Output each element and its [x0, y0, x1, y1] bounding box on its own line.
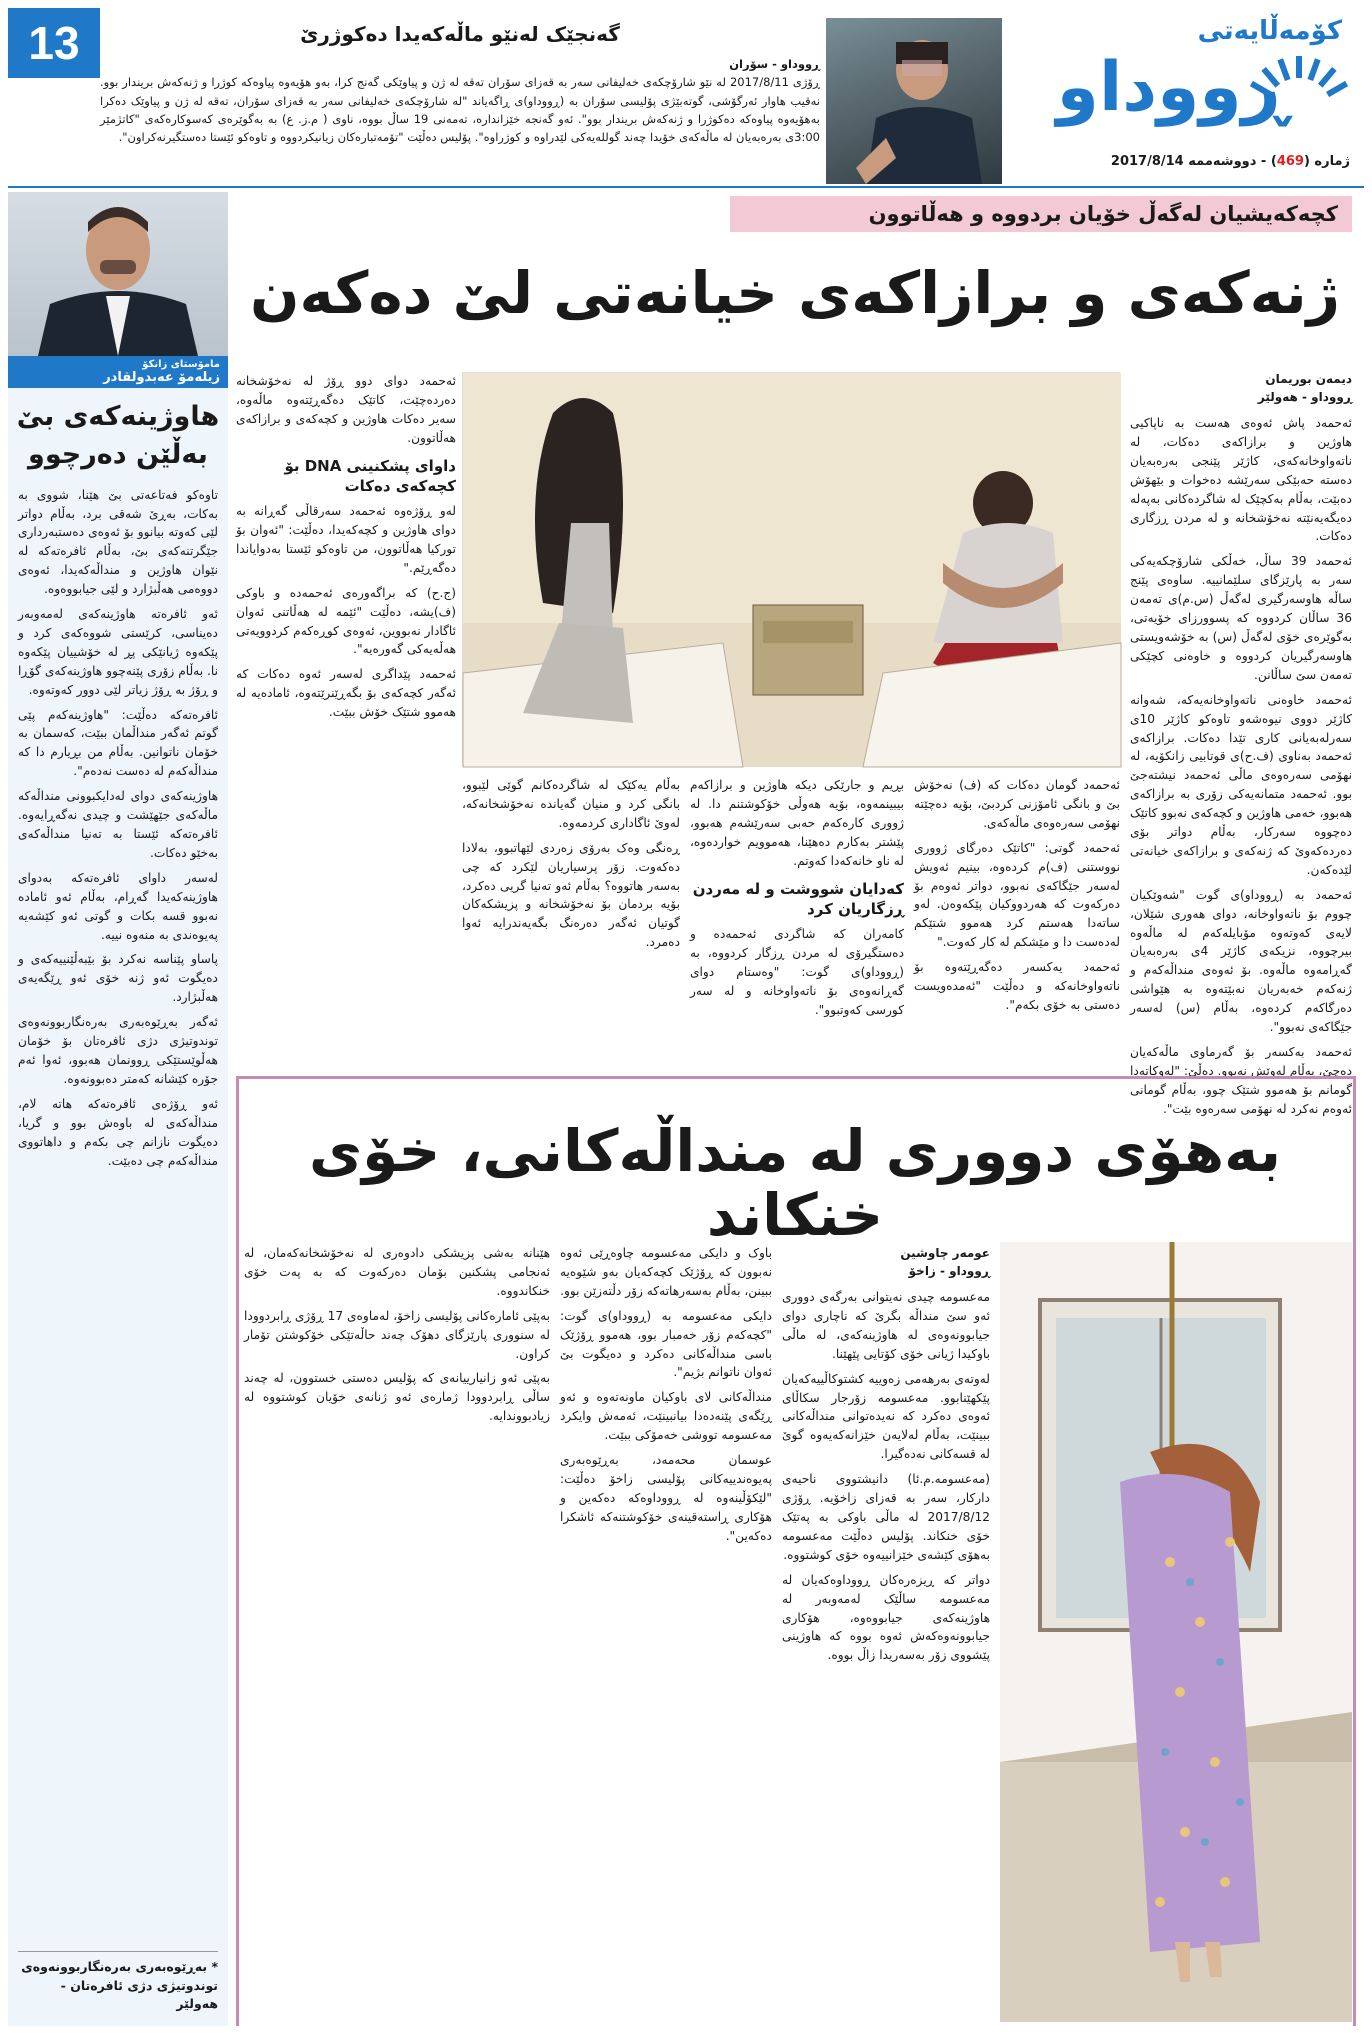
column-paragraph: پاساو پێناسە نەکرد بۆ بێبەڵێنییەکەی و دەیگوت ئەو ژنە خۆی ئەو ڕێگەیەی هەڵبژارد. [18, 952, 218, 1005]
story2-paragraph: دایکی مەعسومە بە (ڕووداو)ی گوت: "کچەکەم زۆر خەمبار بوو، هەموو ڕۆژێک باسی منداڵەکانی دەکرد و دەیگوت بێ ئەوان ناتوانم بژیم". [560, 1308, 772, 1380]
teaser-byline: ڕووداو - سۆران [729, 57, 820, 71]
story2-paragraph: هێنانە بەشی پزیشکی دادوەری لە نەخۆشخانەکەمان، لە ئەنجامی پشکنین بۆمان دەرکەوت کە بە پەت خۆی خنکاندووە. [244, 1246, 550, 1298]
story2-paragraph: منداڵەکانی لای باوکیان ماونەتەوە و ئەو ڕێگەی پێنەدەدا بیانبینێت، ئەمەش وایکرد مەعسومە تووشی خەمۆکی ببێت. [560, 1390, 772, 1443]
story2-paragraph: (مەعسومە.م.ئا) دانیشتووی ناحیەی دارکار، سەر بە قەزای زاخۆیە. ڕۆژی 2017/8/12 لە ماڵی باوکی بە پەتێک خۆی خنکاند. پۆلیس دەڵێت مەعسومە بەهۆی کێشەی خێزانییەوە خۆی کوشتووە. [782, 1472, 990, 1562]
column-paragraph: تاوەکو فەتاعەتی بێ هێنا، شووی بە بەکات، بەڕێ شەقی برد، بەڵام دواتر لێی کەوتە بیانوو بۆ ئەوەی دەستبەرداری جێگرتنەکەی بێ، بەڵام ئافرەتەکە لە نێوان هاوژین و منداڵەکەیدا، ئەوەی دووەمی هەڵبژارد و لێی جیابووەوە. [18, 487, 218, 597]
teaser [100, 22, 820, 182]
story1-kicker-bar [730, 196, 1352, 232]
story1-byline-name: دیمەن بوریمان [1265, 372, 1352, 386]
story1-paragraph: (ج.ح) کە براگەورەی ئەحمەدە و باوکی (ف)یشە، دەڵێت "ئێمە لە هەڵاتنی ئەوان ئاگادار نەبووین، ئەوەی کوڕەکەم کردوویەتی هەڵەیەکی گەورەیە". [236, 585, 456, 657]
teaser-photo [826, 18, 1002, 184]
issue-number: 469 [1276, 154, 1304, 169]
story1-kicker: کچەکەیشیان لەگەڵ خۆیان بردووە و هەڵاتوون [868, 202, 1338, 226]
teaser-body: ڕۆژی 2017/8/11 لە نێو شارۆچکەی خەلیفانی سەر بە قەزای سۆران تەقە لە ژن و پیاوێکی گەنج کرا، بەو هۆیەوە پیاوەکە کوژرا و ژنەکەش بریندار بوو. نەقیب هاوار ئەرگۆشی، گوتەبێژی پۆلیسی سۆران بە (ڕووداو)ی ڕاگەیاند "لە شارۆچکەی خەلیفانی سەر بە قەزای سۆران، تەقە لە ژن و پیاوێک دەکرا بەهۆیەوە پیاوەکە دەکوژرا و ژنەکەش بریندار بوو". ئەو گەنجە خێزاندارە، تەمەنی 19 ساڵ بووە، ناوی ( م.ز. ع) بە بەگوێرەی کەسوکارەکەی "کاتژمێر 3:00ی بەرەبەیان لە ماڵەکەی خۆیدا چەند گوللەیەکی لێدراوە و کوژراوە". پۆلیس دەڵێت "تۆمەتبارەکان زیانیکردووە و تاوەکو ئێستا دەستگیرنەکراون". [100, 75, 820, 145]
story2-paragraph: بەپێی ئامارەکانی پۆلیسی زاخۆ، لەماوەی 17 ڕۆژی ڕابردوودا لە سنووری پارێزگای دهۆک چەند حاڵەتێکی خۆکوشتن تۆمار کراون. [244, 1308, 550, 1361]
story1-paragraph: کامەران کە شاگردی ئەحمەدە و دەستگیرۆی لە مردن ڕزگار کردووە، بە (ڕووداو)ی گوت: "وەستام دوای گەڕانەوەی بۆ ناتەواوخانە و لە سەر کورسی کەوتبوو". [690, 927, 904, 1017]
story2-paragraph: لەوتەی بەرهەمی زەوییە کشتوکاڵییەکەیان پێکهێنابوو. مەعسومە زۆرجار سکاڵای ئەوەی دەکرد کە نەیدەتوانی منداڵەکانی ببینێت، بەڵام لەلایەن خێزانەکەیەوە گوێ لە قسەکانی نەدەگیرا. [782, 1371, 990, 1462]
column-paragraph: ئەگەر بەڕێوەبەری بەرەنگاربوونەوەی توندوتیژی دژی ئافرەتان بۆ خۆمان هەڵوێستێکی ڕوونمان هەبوو، ئەوا ئەم جۆرە کێشانە کەمتر دەبوونەوە. [18, 1015, 218, 1086]
column-paragraph: هاوژینەکەی دوای لەدایکبوونی منداڵەکە ماڵەکەی جێهێشت و چیدی نەگەڕایەوە. ئافرەتەکە ئێستا بە تەنیا منداڵەکەی بەخێو دەکات. [18, 789, 218, 860]
brand-wordmark: ڕووداو [1056, 48, 1288, 127]
issue-line: ژمارە (469) - دووشەممە 2017/8/14 [1110, 154, 1350, 169]
story2-byline-name: عومەر چاوشین [900, 1246, 990, 1260]
story2-col-1 [782, 1244, 990, 2020]
story1-paragraph: ئەحمەد یەکسەر دەگەڕێتەوە بۆ ناتەواوخانەکە و دەڵێت "ئەمدەویست دەستی بە خۆی بکەم". [914, 960, 1120, 1012]
story2-paragraph: عوسمان محەمەد، بەڕێوەبەری پەیوەندییەکانی پۆلیسی زاخۆ دەڵێت: "لێکۆڵینەوە لە ڕووداوەکە دەکەین و هۆکاری ڕاستەقینەی خۆکوشتنەکە ئاشکرا دەکەین". [560, 1453, 772, 1543]
brand-section-label: کۆمەڵایەتی [1197, 16, 1342, 46]
page-number-box [8, 8, 100, 78]
column-paragraph: ئەو ئافرەتە هاوژینەکەی لەمەوبەر دەیناسی، کرێستی شووەکەی کرد و پێکەوە ژیانێکی پڕ لە خۆشییان پێکەوە نا. بەڵام زۆری پێنەچوو هاوژینەکەی گۆڕا و ڕۆژ بە ڕۆژ زیاتر لێی دوور کەوتەوە. [18, 607, 218, 697]
story1-paragraph: ئەحمەد 39 ساڵ، خەڵکی شارۆچکەیەکی سەر بە پارێزگای سلێمانییە. ساوەی پێنج ساڵە هاوسەرگیری لەگەڵ (س.م)ی تەمەن 36 ساڵان کردووە کە پسوورزای خۆیەتی، بەگوێرەی خۆی لەگەڵ (س) بە خۆشەویستی هاوسەرگیریان کردووە و خاوەنی کچێکی تەمەن سێ ساڵانن. [1130, 554, 1352, 682]
column-paragraph: لەسەر داوای ئافرەتەکە بەدوای هاوژینەکەیدا گەڕام، بەڵام ئەو ئامادە نەبوو قسە بکات و گوتی ئەو کێشەیە پەیوەندی بە منەوە نییە. [18, 870, 218, 942]
column-footer: * بەڕێوەبەری بەرەنگاربوونەوەی توندوتیژی دژی ئافرەتان - هەولێر [18, 1951, 218, 2014]
story1-col-left [236, 372, 456, 1032]
column-body [8, 482, 228, 1171]
story1-headline: ژنەکەی و برازاکەی خیانەتی لێ دەکەن [249, 259, 1341, 327]
story2-paragraph: مەعسومە چیدی نەیتوانی بەرگەی دووری ئەو سێ منداڵە بگرێ کە ناچاری دوای جیابوونەوەی لە هاوژینەکەی، لە ماڵی باوکیدا ژیانی خۆی کۆتایی پێهێنا. [782, 1290, 990, 1361]
brand-logo [1010, 14, 1360, 182]
column-title: هاوژینەکەی بێ بەڵێن دەرچوو [16, 401, 220, 470]
story1-paragraph: ئەحمەد خاوەنی ناتەواوخانەیەکە، شەوانە کاژێر دووی نیوەشەو تاوەکو کاژێر 10ی سەرلەبەیانی کاری تێدا دەکات. برازاکەی ئەحمەد بەناوی (ف.ح)ی قوتابیی زانکۆیە، لە نهۆمی سەرەوەی ماڵی ئەحمەد نیشتەجێ بوو. ئەحمەد متمانەیەکی زۆری بە برازاکەی هەبوو، خەمی هاوژین و کچەکەی نەبوو کاتێک دەچووە سەرکار، بەڵام دواتر بۆی دەردەکەوێ کە ژنەکەی و برازاکەی خیانەتی لێدەکەن. [1129, 692, 1352, 877]
story1-subhead-rescue: کەدایان شووشت و لە مەردن ڕزگاریان کرد [692, 879, 904, 918]
story1-col-mid3 [462, 776, 680, 1032]
story1-byline-place: ڕووداو - هەولێر [1257, 390, 1352, 404]
page-number: 13 [28, 17, 80, 69]
story1-paragraph: بەڵام یەکێک لە شاگردەکانم گوێی لێبوو، بانگی کرد و منیان گەیاندە نەخۆشخانەکە، لەوێ ئاگاداری کردمەوە. [462, 778, 680, 830]
story1-paragraph: ئەحمەد بە (ڕووداو)ی گوت "شەوێکیان چووم بۆ ناتەواوخانە، دوای هەوری شێلان، لایەی کەوتەوە مۆبایلەکەم لە ماڵەوە بیرچووە، نزیکەی کاژێر 4ی بەرەبەیان گەڕامەوە ماڵەوە. بۆ ئەوەی منداڵەکەم و ژنەکەم خەبەریان نەبێتەوە بە هێواشی دەرگاکەم کردەوە، بەڵام (س) لەسەر جێگاکەی نەبوو". [1130, 887, 1353, 1035]
columnist-role: مامۆستای زانکۆ [142, 359, 220, 370]
column-paragraph: ئەو ڕۆژەی ئافرەتەکە هاتە لام، منداڵەکەی لە باوەش بوو و گریا، دەیگوت نازانم چی بکەم و داهاتووی منداڵەکەم چی دەبێت. [18, 1096, 218, 1168]
column-paragraph: ئافرەتەکە دەڵێت: "هاوژینەکەم پێی گوتم ئەگەر منداڵمان ببێت، کەسمان بە خۆمان ناتوانین. بەڵام من بڕیارم دا کە منداڵەکەم لە دەست نەدەم". [18, 707, 218, 779]
story2-byline-place: ڕووداو - زاخۆ [908, 1264, 990, 1278]
columnist-photo [8, 192, 228, 356]
story1-col-right [1129, 370, 1353, 1116]
story1-col-mid2 [690, 776, 904, 1032]
story2-illustration [1000, 1242, 1352, 2022]
story2-paragraph: باوک و دایکی مەعسومە چاوەڕێی ئەوە نەبوون کە ڕۆژێک کچەکەیان بەو شێوەیە ببینن، بەڵام بەسەرهاتەکە زۆر دڵتەزێن بوو. [560, 1246, 772, 1298]
story1-paragraph: ئەحمەد گوتی: "کاتێک دەرگای ژووری نووستنی (ف)م کردەوە، بینیم ئەویش لەسەر جێگاکەی نەبوو، دواتر ئەوەم بۆ دەرکەوت کە هەردووکیان پێکەوەن. لەو ساتەدا هەستم کرد هەموو شتێکم لەدەست دا و مێشکم لە کار کەوت." [914, 840, 1120, 950]
story2-headline: بەهۆی دووری لە منداڵەکانی، خۆی خنکاند [308, 1117, 1282, 1249]
story1-paragraph: ڕەنگی وەک بەرۆی زەردی لێهاتبوو، بەلادا دەکەوت. زۆر پرسیاریان لێکرد کە چی بەسەر هاتووە؟ بەڵام ئەو تەنیا گریی دەکرد، بۆیە بردمان بۆ نەخۆشخانە و پزیشکەکان گوتیان ئەگەر دەرەنگ بگەیەندرایە ئەوا دەمرد. [462, 840, 680, 950]
story1-paragraph: ئەحمەد دوای دوو ڕۆژ لە نەخۆشخانە دەردەچێت، کاتێک دەگەڕێتەوە ماڵەوە، سەیر دەکات هاوژین و کچەکەی و برازاکەی هەڵاتوون. [236, 374, 456, 445]
columnist-name: زیلەمۆ عەبدولقادر [103, 370, 220, 385]
story1-paragraph: ئەحمەد بەکسەر بۆ گەرماوی ماڵەکەیان دەچێ، بەڵام لەوێش نەبوو. دەڵێ: "لەوکاتەدا گومانم بۆ هەموو شتێک چوو، بەڵام گومانی ئەوەم نەکرد لە نهۆمی سەرەوە بێت". [1130, 1045, 1352, 1116]
story1-paragraph: لەو ڕۆژەوە ئەحمەد سەرقاڵی گەڕانە بە دوای هاوژین و کچەکەیدا، دەڵێت: "ئەوان بۆ تورکیا هەڵاتوون، من تاوەکو ئێستا بەدوایاندا دەگەڕێم." [236, 504, 456, 575]
story1-illustration [462, 372, 1120, 766]
story1-paragraph: ئەحمەد گومان دەکات کە (ف) نەخۆش بێ و بانگی ئامۆزنی کردبێ، بۆیە دەچێتە نهۆمی سەرەوەی ماڵەکەی. [914, 778, 1120, 830]
story2-col-2 [560, 1244, 772, 2020]
story1-paragraph: ئەحمەد پێداگری لەسەر ئەوە دەکات کە ئەگەر کچەکەی بۆ بگەڕێنرێتەوە، ئامادەیە لە هەموو شتێک خۆش ببێت. [236, 667, 456, 720]
story2-col-3 [244, 1244, 550, 2020]
teaser-headline: گەنجێک لەنێو ماڵەکەیدا دەکوژرێ [300, 22, 620, 46]
story1-col-mid1 [914, 776, 1120, 1032]
columnist-banner [8, 356, 228, 388]
story1-paragraph: ئەحمەد پاش ئەوەی هەست بە ناپاکیی هاوژین و برازاکەی دەکات، لە ناتەواوخانەکەی، کاژێر پێنجی بەرەبەیان دەستە حەبێکی سەرێشە دەخوات و بێهۆش دەبێت، بەڵام بەکچێک لە شاگردەکانی بەپەلە دەیگەیەنێتە نەخۆشخانە و لە مردن ڕزگاری دەکات. [1130, 416, 1352, 544]
opinion-column [8, 192, 228, 2026]
story1-subhead-dna: داوای پشکنینی DNA بۆ کچەکەی دەکات [284, 456, 456, 495]
story2-paragraph: بەپێی ئەو زانیارییانەی کە پۆلیس دەستی خستوون، لە چەند ساڵی ڕابردوودا ژمارەی ئەو ژنانەی خۆیان کوشتووە لە زیادبووندایە. [244, 1371, 550, 1424]
story2-paragraph: دواتر کە ڕیزەرەکان ڕووداوەکەیان لە مەعسومە ساڵێک لەمەوبەر لە هاوژینەکەی جیابووەوە، هۆکاری جیابوونەوەکەش ئەوە بووە کە هاوژینی پێشووی زۆر بەسەریدا زاڵ بووە. [782, 1572, 990, 1663]
story1-paragraph: بڕیم و جارێکی دیکە هاوژین و برازاکەم بیبینمەوە، بۆیە هەوڵی خۆکوشتنم دا. لە ژووری کارەکەم حەبی سەرێشەم هەبوو، پێشتر بەکارم دەهێنا، هەموویم خواردەوە، لە ناو خانەکەدا کەوتم. [690, 778, 904, 868]
